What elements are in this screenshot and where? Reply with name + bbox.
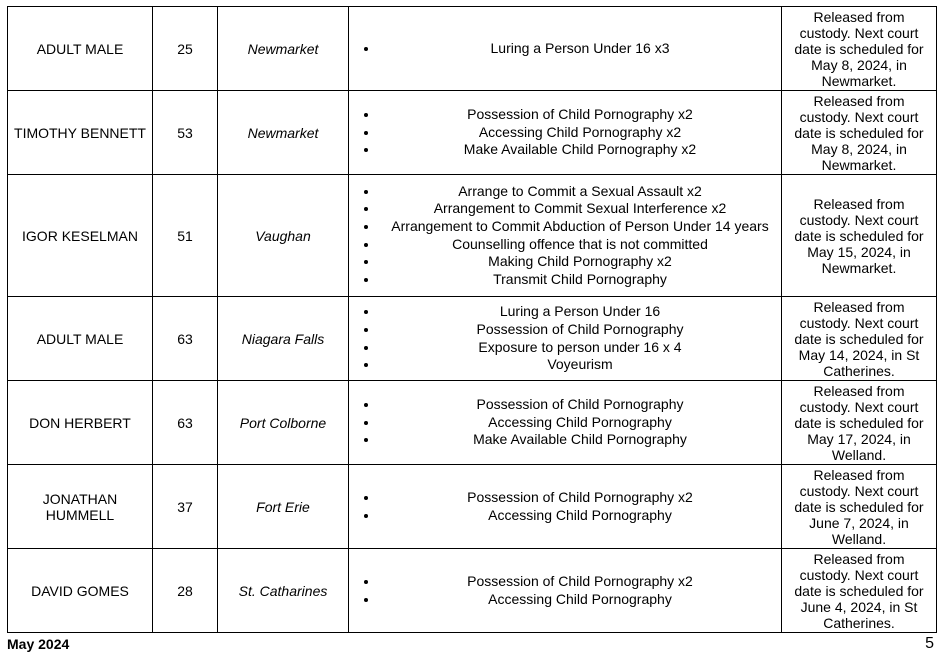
accused-name: ADULT MALE bbox=[8, 297, 153, 381]
charges-cell bbox=[349, 465, 782, 549]
charge-item: • Make Available Child Pornography bbox=[379, 431, 781, 449]
charge-item: • Arrangement to Commit Abduction of Person Under 14 years bbox=[379, 218, 781, 236]
charge-item: • Possession of Child Pornography bbox=[379, 321, 781, 339]
charge-item: • Voyeurism bbox=[379, 356, 781, 374]
charge-item: • Possession of Child Pornography x2 bbox=[379, 573, 781, 591]
charge-item: • Possession of Child Pornography x2 bbox=[379, 489, 781, 507]
table-row bbox=[8, 549, 937, 633]
charge-item: • Accessing Child Pornography bbox=[379, 507, 781, 525]
arrest-table bbox=[7, 6, 937, 633]
charges-cell bbox=[349, 297, 782, 381]
charge-item: • Accessing Child Pornography x2 bbox=[379, 124, 781, 142]
charges-cell bbox=[349, 549, 782, 633]
arrest-table-body bbox=[8, 7, 937, 633]
charges-list bbox=[349, 303, 781, 373]
release-status bbox=[782, 91, 937, 175]
footer-date: May 2024 bbox=[7, 636, 70, 652]
accused-name: TIMOTHY BENNETT bbox=[8, 91, 153, 175]
charge-item: • Accessing Child Pornography bbox=[379, 414, 781, 432]
accused-city: St. Catharines bbox=[218, 549, 349, 633]
charges-cell bbox=[349, 381, 782, 465]
charge-item: • Accessing Child Pornography bbox=[379, 591, 781, 609]
accused-age: 37 bbox=[153, 465, 218, 549]
charges-cell bbox=[349, 91, 782, 175]
page-number: 5 bbox=[925, 635, 934, 652]
release-status-text: Released from custody. Next court date is scheduled for May 15, 2024, in Newmarket. bbox=[794, 195, 924, 276]
release-status-text: Released from custody. Next court date is scheduled for May 8, 2024, in Newmarket. bbox=[794, 8, 924, 89]
charges-list bbox=[349, 489, 781, 524]
table-row bbox=[8, 91, 937, 175]
charge-item: • Possession of Child Pornography x2 bbox=[379, 106, 781, 124]
accused-name: ADULT MALE bbox=[8, 7, 153, 91]
accused-city: Fort Erie bbox=[218, 465, 349, 549]
release-status bbox=[782, 549, 937, 633]
release-status-text: Released from custody. Next court date is scheduled for May 17, 2024, in Welland. bbox=[794, 382, 924, 463]
charge-item: • Transmit Child Pornography bbox=[379, 271, 781, 289]
accused-age: 25 bbox=[153, 7, 218, 91]
release-status-text: Released from custody. Next court date is scheduled for June 4, 2024, in St Catherines. bbox=[794, 550, 924, 631]
accused-age: 63 bbox=[153, 297, 218, 381]
release-status-text: Released from custody. Next court date is scheduled for May 8, 2024, in Newmarket. bbox=[794, 92, 924, 173]
accused-name: IGOR KESELMAN bbox=[8, 175, 153, 297]
charges-list bbox=[349, 573, 781, 608]
charges-list bbox=[349, 183, 781, 289]
release-status-text: Released from custody. Next court date is scheduled for May 14, 2024, in St Catherines. bbox=[794, 298, 924, 379]
table-row bbox=[8, 175, 937, 297]
charge-item: • Making Child Pornography x2 bbox=[379, 253, 781, 271]
charge-item: • Make Available Child Pornography x2 bbox=[379, 141, 781, 159]
release-status bbox=[782, 7, 937, 91]
charge-item: • Luring a Person Under 16 bbox=[379, 303, 781, 321]
charges-list bbox=[349, 396, 781, 449]
release-status bbox=[782, 381, 937, 465]
table-row bbox=[8, 465, 937, 549]
table-row bbox=[8, 297, 937, 381]
charge-item: • Exposure to person under 16 x 4 bbox=[379, 339, 781, 357]
accused-city: Vaughan bbox=[218, 175, 349, 297]
release-status bbox=[782, 297, 937, 381]
charges-list bbox=[349, 106, 781, 159]
accused-city: Newmarket bbox=[218, 91, 349, 175]
accused-city: Newmarket bbox=[218, 7, 349, 91]
charges-cell bbox=[349, 175, 782, 297]
accused-age: 63 bbox=[153, 381, 218, 465]
table-row bbox=[8, 7, 937, 91]
charge-item: • Arrangement to Commit Sexual Interference x2 bbox=[379, 200, 781, 218]
table-row bbox=[8, 381, 937, 465]
release-status bbox=[782, 465, 937, 549]
accused-name: JONATHAN HUMMELL bbox=[8, 465, 153, 549]
charge-item: • Arrange to Commit a Sexual Assault x2 bbox=[379, 183, 781, 201]
accused-age: 28 bbox=[153, 549, 218, 633]
accused-age: 51 bbox=[153, 175, 218, 297]
accused-city: Niagara Falls bbox=[218, 297, 349, 381]
charge-item: • Luring a Person Under 16 x3 bbox=[379, 40, 781, 58]
accused-name: DAVID GOMES bbox=[8, 549, 153, 633]
release-status-text: Released from custody. Next court date is scheduled for June 7, 2024, in Welland. bbox=[794, 466, 924, 547]
accused-city: Port Colborne bbox=[218, 381, 349, 465]
charge-item: • Possession of Child Pornography bbox=[379, 396, 781, 414]
charge-item: • Counselling offence that is not committed bbox=[379, 236, 781, 254]
charges-list bbox=[349, 40, 781, 58]
release-status bbox=[782, 175, 937, 297]
charges-cell bbox=[349, 7, 782, 91]
accused-name: DON HERBERT bbox=[8, 381, 153, 465]
accused-age: 53 bbox=[153, 91, 218, 175]
